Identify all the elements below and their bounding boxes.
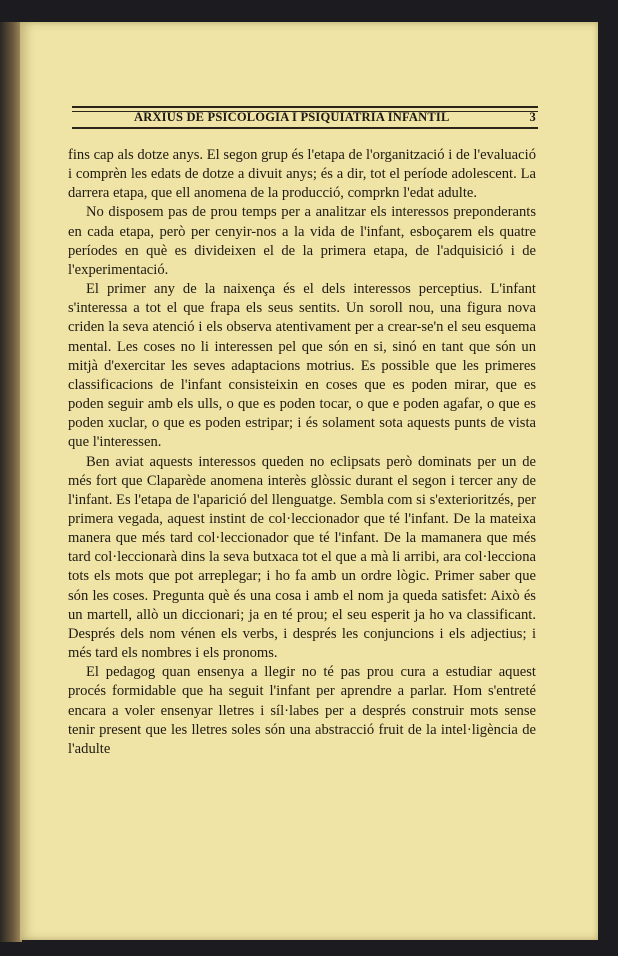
paragraph: Ben aviat aquests interessos queden no eclipsats però dominats per un de més fort que Claparède anomena interès glòssic durant el segon i tercer any de l'infant. Es l'etapa de l'aparició del llenguatge. Sembla com si s'exterioritzés, per primera vegada, aquest instint de col·leccionador que té l'infant. De la mateixa manera que més tard col·leccionador que té l'infant. De la mamanera que més tard col·leccionarà dins la seva butxaca tot el que a mà li arribi, ara col·lecciona tots els mots que pot arreplegar; i ho fa amb un ordre lògic. Primer saber que són les coses. Pregunta què és una cosa i amb el nom ja queda satisfet: Això és un martell, allò un diccionari; ja en té prou; el seu esperit ja ho va classificant. Després dels nom vénen els verbs, i després les conjuncions i els adjectius; i més tard els nombres i els pronoms. [68,453,536,662]
running-header [72,110,538,128]
paragraph: No disposem pas de prou temps per a analitzar els interessos preponderants en cada etapa, però per cenyir-nos a la vida de l'infant, esboçarem els quatre períodes en què es divideixen el de la primera etapa, de l'adquisició i de l'experimentació. [68,204,536,278]
scan-page-edge [0,22,22,942]
paragraph: El pedagog quan ensenya a llegir no té pas prou cura a estudiar aquest procés formidable que ha seguit l'infant per aprendre a parlar. Hom s'entreté encara a voler ensenyar lletres i síl·labes per a després construir mots sense tenir present que les lletres soles són una abstracció fruit de la intel·ligència de l'adulte [68,664,536,757]
body-text [68,146,536,759]
page-number: 3 [529,110,536,124]
header-rule-bottom [72,127,538,129]
running-header-title: ARXIUS DE PSICOLOGIA I PSIQUIATRIA INFANTIL [134,110,450,124]
header-rule-top [72,106,538,108]
paragraph: fins cap als dotze anys. El segon grup és l'etapa de l'organització i de l'evaluació i comprèn les edats de dotze a divuit anys; és a dir, tot el període adolescent. La darrera etapa, que ell anomena de la producció, comprkn l'edat adulte. [68,147,536,202]
paragraph: El primer any de la naixença és el dels interessos perceptius. L'infant s'interessa a tot el que frapa els seus sentits. Un soroll nou, una figura nova criden la seva atenció i els observa atentivament per a crear-se'n el seu esquema mental. Les coses no li interessen pel que són en si, sinó en tant que són un mitjà d'exercitar les seves adaptacions motrius. Es possible que les primeres classificacions de l'infant consisteixin en coses que es poden mirar, que es poden seguir amb els ulls, o que es poden tocar, o que e poden agafar, o que es poden xuclar, o que es poden estripar; i és solament sota aquests punts de vista que l'interessen. [68,281,536,451]
